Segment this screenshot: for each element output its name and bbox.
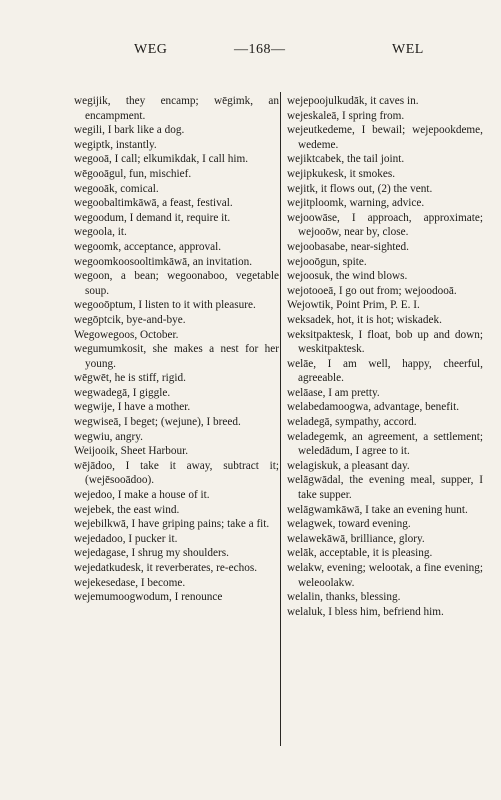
dictionary-entry: weladegemk, an agreement, a settlement; weledādum, I agree to it.	[287, 430, 483, 458]
dictionary-entry: welalin, thanks, blessing.	[287, 591, 401, 604]
dictionary-entry: welāk, acceptable, it is pleasing.	[287, 547, 433, 560]
page-number: —168—	[234, 42, 286, 57]
dictionary-entry: wegwadegā, I giggle.	[74, 386, 171, 399]
dictionary-entry: welakw, evening; welootak, a fine evening; weleoolakw.	[287, 562, 483, 589]
dictionary-entry: wegooōptum, I listen to it with pleasure.	[74, 299, 256, 312]
dictionary-entry: weksitpaktesk, I float, bob up and down; weskitpaktesk.	[287, 328, 483, 356]
dictionary-entry: wegoomk, acceptance, approval.	[74, 240, 222, 253]
dictionary-entry: wejoosuk, the wind blows.	[287, 270, 408, 283]
dictionary-entry: wejekesedase, I become.	[74, 576, 186, 589]
dictionary-entry: wēgooāgul, fun, mischief.	[74, 167, 192, 180]
dictionary-entry: wegoola, it.	[74, 226, 127, 239]
dictionary-entry: wejeskaleā, I spring from.	[287, 109, 405, 122]
dictionary-entry: welāgwamkāwā, I take an evening hunt.	[287, 503, 468, 516]
dictionary-entry: wejotooeā, I go out from; wejoodooā.	[287, 284, 457, 297]
dictionary-entry: wegoobaltimkāwā, a feast, festival.	[74, 197, 233, 210]
dictionary-entry: wejedoo, I make a house of it.	[74, 489, 210, 502]
dictionary-entry: wejedagase, I shrug my shoulders.	[74, 547, 229, 560]
dictionary-entry: wegili, I bark like a dog.	[74, 124, 185, 137]
dictionary-entry: wejebilkwā, I have griping pains; take a fit.	[74, 518, 270, 531]
dictionary-entry: wejoowāse, I approach, approximate; wejooōw, near by, close.	[287, 211, 483, 239]
column-divider	[280, 92, 281, 746]
dictionary-entry: wejitploomk, warning, advice.	[287, 197, 425, 210]
dictionary-entry: wegooā, I call; elkumikdak, I call him.	[74, 153, 249, 166]
dictionary-entry: welāgwādal, the evening meal, supper, I take supper.	[287, 474, 483, 502]
left-column	[74, 94, 279, 605]
dictionary-entry: wejooōgun, spite.	[287, 255, 367, 268]
dictionary-entry: wegooāk, comical.	[74, 182, 159, 195]
dictionary-entry: wejepoojulkudāk, it caves in.	[287, 95, 419, 107]
dictionary-entry: wegwije, I have a mother.	[74, 401, 191, 414]
dictionary-entry: wegiptk, instantly.	[74, 138, 157, 151]
dictionary-entry: Wejowtik, Point Prim, P. E. I.	[287, 299, 420, 312]
header-right-guideword: WEL	[392, 42, 424, 57]
dictionary-entry: wegwiseā, I beget; (wejune), I breed.	[74, 416, 241, 429]
dictionary-entry: welāe, I am well, happy, cheerful, agreeable.	[287, 357, 483, 385]
dictionary-entry: wejedadoo, I pucker it.	[74, 532, 178, 545]
header-left-guideword: WEG	[134, 42, 168, 57]
dictionary-entry: Wegowegoos, October.	[74, 328, 179, 341]
dictionary-entry: Weijooik, Sheet Harbour.	[74, 445, 189, 458]
dictionary-entry: welagiskuk, a pleasant day.	[287, 459, 410, 472]
dictionary-entry: wejemumoogwodum, I renounce	[74, 591, 223, 604]
dictionary-entry: welabedamoogwa, advantage, benefit.	[287, 401, 460, 414]
dictionary-entry: wejebek, the east wind.	[74, 503, 180, 516]
dictionary-entry: wegwiu, angry.	[74, 430, 143, 443]
dictionary-entry: weksadek, hot, it is hot; wiskadek.	[287, 313, 442, 326]
dictionary-entry: wejipkukesk, it smokes.	[287, 167, 396, 180]
right-column	[287, 94, 483, 619]
dictionary-entry: welawekāwā, brilliance, glory.	[287, 532, 425, 545]
dictionary-entry: wējādoo, I take it away, subtract it; (wejēsooādoo).	[74, 459, 279, 487]
dictionary-entry: welāase, I am pretty.	[287, 386, 380, 399]
dictionary-entry: wejiktcabek, the tail joint.	[287, 153, 405, 166]
dictionary-entry: wegōptcik, bye-and-bye.	[74, 313, 186, 326]
dictionary-entry: welaluk, I bless him, befriend him.	[287, 605, 444, 618]
dictionary-entry: wegoomkoosooltimkāwā, an invitation.	[74, 255, 253, 268]
dictionary-entry: wejedatkudesk, it reverberates, re-echos.	[74, 562, 258, 574]
dictionary-entry: wejoobasabe, near-sighted.	[287, 240, 409, 253]
dictionary-entry: wegoodum, I demand it, require it.	[74, 211, 231, 224]
dictionary-entry: wejitk, it flows out, (2) the vent.	[287, 182, 433, 195]
dictionary-entry: wegijik, they encamp; wēgimk, an encampment.	[74, 95, 279, 122]
dictionary-entry: welagwek, toward evening.	[287, 518, 411, 531]
dictionary-entry: wegoon, a bean; wegoonaboo, vegetable soup.	[74, 270, 279, 297]
dictionary-entry: wegumumkosit, she makes a nest for her young.	[74, 343, 279, 370]
dictionary-entry: wejeutkedeme, I bewail; wejepookdeme, wedeme.	[287, 124, 483, 151]
dictionary-entry: weladegā, sympathy, accord.	[287, 416, 417, 429]
dictionary-entry: wēgwēt, he is stiff, rigid.	[74, 372, 186, 385]
